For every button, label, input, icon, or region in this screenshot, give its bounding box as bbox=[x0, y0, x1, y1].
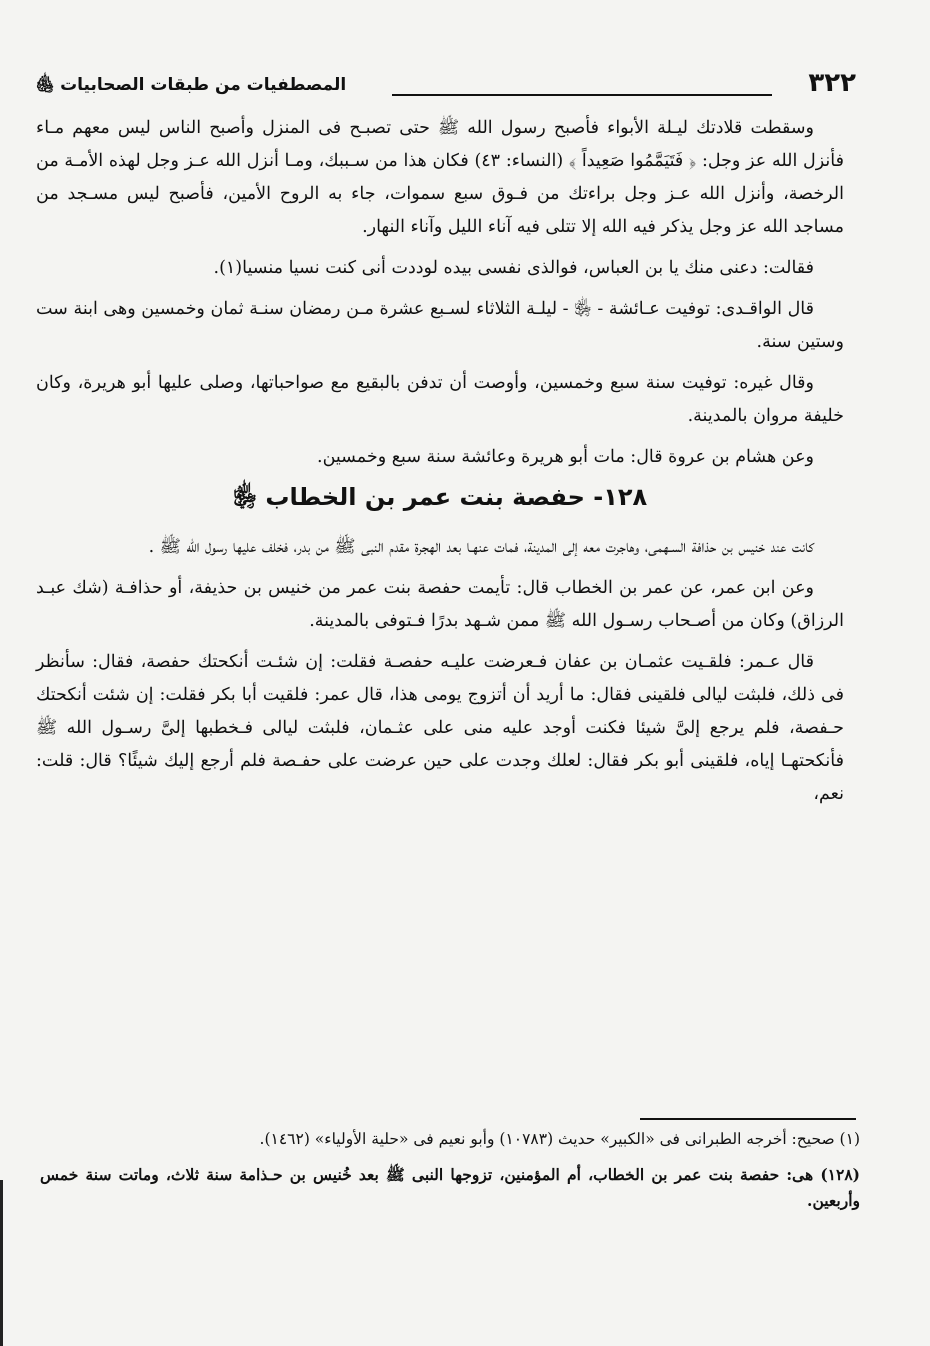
header-rule bbox=[392, 94, 772, 96]
page-body bbox=[36, 112, 844, 819]
paragraph-7: وعن ابن عمر، عن عمر بن الخطاب قال: تأيمت حفصة بنت عمر من خنيس بن حذيفة، أو حذافـة (شك عبـد الرزاق) وكان من أصـحاب رسـول الله ﷺ ممن شـهد بدرًا فـتوفى بالمدينة. bbox=[36, 578, 844, 631]
footnote-1: (١) صحيح: أخرجه الطبرانى فى «الكبير» حديث (١٠٧٨٣) وأبو نعيم فى «حلية الأولياء» (١٤٦٢). bbox=[259, 1130, 860, 1148]
paragraph-4: وقال غيره: توفيت سنة سبع وخمسين، وأوصت أن تدفن بالبقيع مع صواحباتها، وصلى عليها أبو هريرة، وكان خليفة مروان بالمدينة. bbox=[36, 373, 844, 426]
paragraph-5: وعن هشام بن عروة قال: مات أبو هريرة وعائشة سنة سبع وخمسين. bbox=[317, 447, 814, 467]
paragraph-1: وسقطت قلادتك ليـلة الأبواء فأصبح رسول الله ﷺ حتى تصبـح فى المنزل وأصبح الناس ليس معهم مـاء فأنزل الله عز وجل: ﴿ فَتَيَمَّمُوا صَعِيداً ﴾ (النساء: ٤٣) فكان هذا من سـببك، ومـا أنزل الله عـز وجل لهذه الأمـة من الرخصة، وأنزل الله عـز وجل براءتك من فـوق سبع سموات، جاء به الروح الأمين، فأصبح ليس مسـجد من مساجد الله عز وجل يذكر فيه الله إلا تتلى فيه آناء الليل وآناء النهار. bbox=[36, 118, 844, 237]
footnote-128: (١٢٨) هى: حفصة بنت عمر بن الخطاب، أم المؤمنين، تزوجها النبى ﷺ بعد خُنيس بن حـذامة سنة ثلاث، وماتت سنة خمس وأربعين. bbox=[40, 1165, 860, 1210]
paragraph-6: كانت عند خنيس بن حذافة السـهمى، وهاجرت معه إلى المدينة، فمات عنهـا بعد الهجرة مقدم النبى ﷺ من بدر، فخلف عليها رسول الله ﷺ . bbox=[148, 537, 814, 557]
section-heading: ١٢٨- حفصة بنت عمر بن الخطاب ﵂ bbox=[232, 483, 648, 511]
page-edge-shadow bbox=[0, 1180, 3, 1346]
footnotes bbox=[40, 1126, 860, 1224]
paragraph-8: قال عـمر: فلقـيت عثمـان بن عفان فـعرضت عليـه حفصـة فقلت: إن شئـت أنكحتك حفصة، فقال: سأنظر فى ذلك، فلبثت ليالى فلقينى فقال: ما أريد أن أتزوج يومى هذا، قال عمر: فلقيت أبا بكر فقلت: إن شئت أنكحتك حـفصة، فلم يرجع إلىَّ شيئا فكنت أوجد عليه منى على عثـمان، فلبثت ليالى فـخطبها إلىَّ رسـول الله ﷺ فأنكحتهـا إياه، فلقينى أبو بكر فقال: لعلك وجدت على حين عرضت على حفـصة فلم أرجع إليك شيئًا؟ قال: قلت: نعم، bbox=[36, 652, 844, 804]
footnote-rule bbox=[640, 1118, 856, 1120]
paragraph-3: قال الواقـدى: توفيت عـائشة - ﵂ - ليلـة الثلاثاء لسـبع عشرة مـن رمضان سنـة ثمان وخمسين وهى ابنة ست وستين سنة. bbox=[36, 299, 844, 352]
page-header bbox=[36, 68, 856, 106]
page-number: ٣٢٢ bbox=[808, 68, 856, 98]
running-title: المصطفيات من طبقات الصحابيات ﵅ bbox=[36, 75, 347, 95]
paragraph-2: فقالت: دعنى منك يا بن العباس، فوالذى نفسى بيده لوددت أنى كنت نسيا منسيا(١). bbox=[213, 258, 814, 278]
